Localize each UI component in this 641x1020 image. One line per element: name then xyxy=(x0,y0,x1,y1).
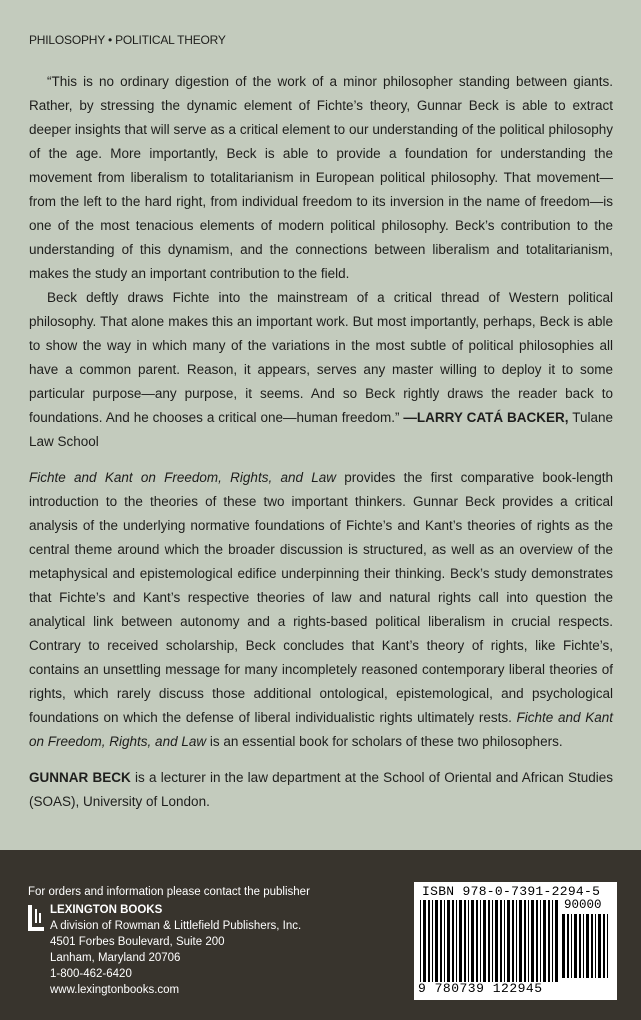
barcode-bar xyxy=(507,900,510,982)
publisher-website: www.lexingtonbooks.com xyxy=(50,984,180,996)
quote-paragraph-1: “This is no ordinary digestion of the work of a minor philosopher standing between giants. Rather, by stressing the dynamic element of Fichte’s theory, Gunnar Beck is able to extract deeper insights that will serve as a critical element to our understanding of the political philosophy of the age. More importantly, Beck is able to provide a foundation for understanding the movement from liberalism to totalitarianism in European political philosophy. That movement—from the left to the hard right, from individual freedom to its inversion in the name of freedom—is one of the most tenacious elements of modern political philosophy. Beck’s contribution to the understanding of this dynamism, and the connections between liberalism and totalitarianism, makes the study an important contribution to the field. xyxy=(29,74,613,281)
author-bio xyxy=(29,766,613,814)
price-barcode xyxy=(562,914,612,978)
barcode-bar xyxy=(531,900,534,982)
description-text-2: is an essential book for scholars of these two philosophers. xyxy=(209,734,563,749)
barcode-digits: 9 780739 122945 xyxy=(418,981,543,996)
quote-attribution-name: —LARRY CATÁ BACKER, xyxy=(403,410,569,425)
barcode-bar xyxy=(583,914,584,978)
barcode-bar xyxy=(459,900,462,982)
barcode-bar xyxy=(476,900,478,982)
barcode-bar xyxy=(432,900,433,982)
barcode-bar xyxy=(492,900,493,982)
barcode-bar xyxy=(516,900,517,982)
barcode-bar xyxy=(543,900,546,982)
barcode-bar xyxy=(452,900,454,982)
barcode-bar xyxy=(428,900,430,982)
publisher-footer xyxy=(0,850,641,1020)
barcode-bar xyxy=(519,900,522,982)
price-code-label: 90000 xyxy=(564,898,602,912)
barcode-bar xyxy=(548,900,550,982)
barcode-bar xyxy=(447,900,450,982)
barcode-panel xyxy=(414,882,617,1000)
author-name: GUNNAR BECK xyxy=(29,770,131,785)
barcode-bar xyxy=(591,914,593,978)
barcode-bar xyxy=(423,900,426,982)
publisher-division: A division of Rowman & Littlefield Publishers, Inc. xyxy=(50,920,302,932)
barcode-bar xyxy=(595,914,596,978)
barcode-bar xyxy=(555,900,558,982)
barcode-bar xyxy=(579,914,581,978)
barcode-bar xyxy=(603,914,605,978)
quote-attribution-affiliation: Tulane Law School xyxy=(29,410,613,449)
book-title-repeat: Fichte and Kant on Freedom, Rights, and Law xyxy=(29,710,613,749)
barcode-bar xyxy=(483,900,486,982)
publisher-phone: 1-800-462-6420 xyxy=(50,968,132,980)
barcode-bar xyxy=(464,900,466,982)
barcode-bar xyxy=(567,914,569,978)
book-description xyxy=(29,466,613,754)
barcode-bar xyxy=(495,900,498,982)
barcode-bar xyxy=(598,914,601,978)
quote-paragraph-2 xyxy=(29,286,613,454)
barcode-bar xyxy=(420,900,421,982)
book-title: Fichte and Kant on Freedom, Rights, and Law xyxy=(29,470,337,485)
description-text-1: provides the first comparative book-length introduction to the theories of these two important thinkers. Gunnar Beck provides a critical analysis of the underlying normative foundations of Fichte’s and Kant’s theories of rights as the central theme around which the broader discussion is structured, as well as an overview of the metaphysical and epistemological edifice underpinning their thinking. Beck’s study demonstrates that Fichte’s and Kant’s respective theories of law and natural rights call into question the analytical link between autonomy and a rights-based political liberalism in crucial respects. Contrary to received scholarship, Beck concludes that Kant’s theory of rights, like Fichte’s, contains an unsettling message for many incompletely reasoned contemporary liberal theories of rights, which rarely discuss those additional ontological, epistemological, and psychological foundations on which the defense of liberal individualistic rights ultimately rests. xyxy=(29,470,613,725)
barcode-bar xyxy=(444,900,445,982)
contact-line: For orders and information please contact the publisher xyxy=(28,886,310,898)
barcode-bar xyxy=(574,914,577,978)
barcode-bar xyxy=(435,900,438,982)
barcode-bar xyxy=(456,900,457,982)
barcode-bar xyxy=(468,900,469,982)
category-label: PHILOSOPHY • POLITICAL THEORY xyxy=(29,33,226,47)
barcode-bar xyxy=(562,914,565,978)
barcode-bar xyxy=(440,900,442,982)
barcode-bar xyxy=(528,900,529,982)
barcode-bar xyxy=(586,914,589,978)
barcode-bar xyxy=(571,914,572,978)
barcode-bar xyxy=(540,900,541,982)
barcode-bar xyxy=(607,914,608,978)
barcode-bar xyxy=(552,900,553,982)
publisher-name: LEXINGTON BOOKS xyxy=(50,904,163,916)
publisher-block xyxy=(28,902,310,998)
barcode-bar xyxy=(471,900,474,982)
quote-paragraph-2-text: Beck deftly draws Fichte into the mainstream of a critical thread of Western political philosophy. That alone makes this an important work. But most importantly, perhaps, Beck is able to show the way in which many of the variations in the most subtle of political philosophies all have a common parent. Reason, it appears, serves any master willing to deploy it to some particular purpose—any purpose, it seems. And so Beck rightly draws the reader back to foundations. And he chooses a critical one—human freedom.” xyxy=(29,290,613,425)
author-bio-text: is a lecturer in the law department at the School of Oriental and African Studies (SOAS), University of London. xyxy=(29,770,613,809)
isbn-barcode xyxy=(420,900,560,982)
barcode-bar xyxy=(536,900,538,982)
publisher-info xyxy=(28,884,310,998)
isbn-label: ISBN 978-0-7391-2294-5 xyxy=(422,884,601,899)
barcode-bar xyxy=(512,900,514,982)
barcode-bar xyxy=(500,900,502,982)
back-cover-text xyxy=(29,70,613,814)
publisher-address-1: 4501 Forbes Boulevard, Suite 200 xyxy=(50,936,225,948)
barcode-bar xyxy=(488,900,490,982)
publisher-details xyxy=(50,902,301,998)
publisher-address-2: Lanham, Maryland 20706 xyxy=(50,952,181,964)
barcode-bar xyxy=(524,900,526,982)
lexington-logo-icon xyxy=(28,905,46,935)
barcode-bar xyxy=(480,900,481,982)
barcode-bar xyxy=(504,900,505,982)
